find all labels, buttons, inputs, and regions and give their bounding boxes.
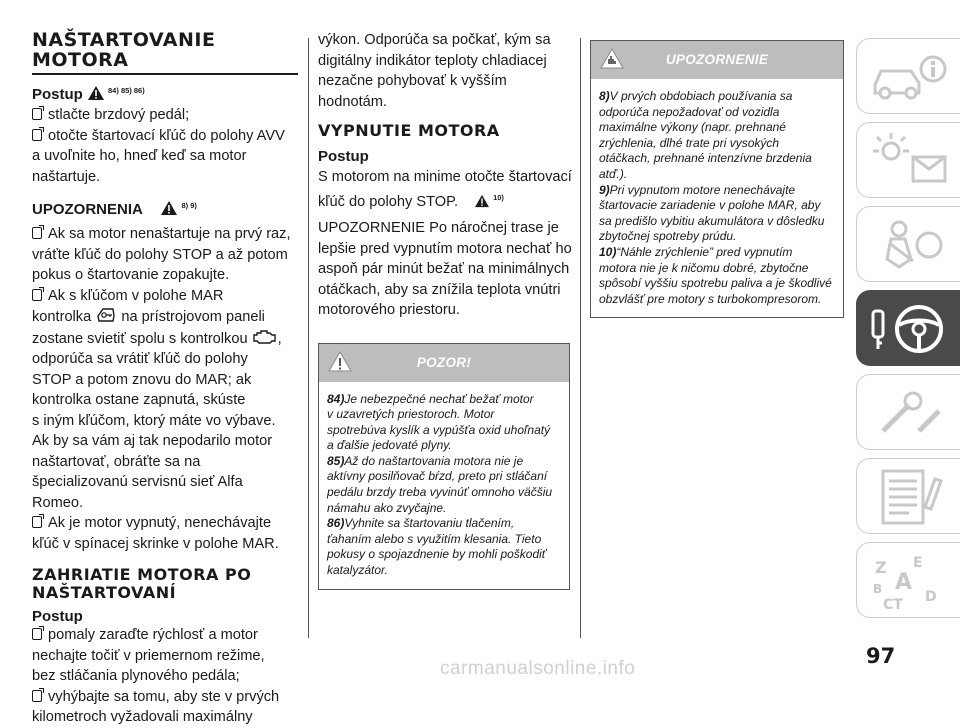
paragraph-vypnutie [318, 167, 570, 212]
column-2 [318, 30, 570, 590]
car-warning-lights-icon [869, 131, 953, 191]
tab-maintenance[interactable] [856, 458, 960, 534]
postup-label: Postup [32, 86, 83, 103]
text-line: zbytočnej spotreby prúdu. [599, 229, 737, 244]
text-line: UPOZORNENIE Po náročnej trase je [318, 220, 559, 236]
text-line: výkon. Odporúča sa počkať, kým sa [318, 32, 551, 48]
warning-item [599, 89, 835, 183]
postup2-subheading: Postup [32, 608, 83, 625]
bullet-icon [32, 108, 42, 120]
text-line: Ak by sa vám aj tak nepodarilo motor [32, 433, 273, 449]
svg-text:CT: CT [883, 597, 903, 613]
alphabet-index-icon [869, 551, 953, 611]
text-line [32, 328, 298, 350]
bullet-icon [32, 227, 42, 239]
bullet-icon [32, 129, 42, 141]
svg-text:D: D [925, 589, 937, 605]
list-item [32, 513, 298, 534]
text-line: odporúča sa vrátiť kľúč do polohy [32, 351, 248, 367]
text: zostane svietiť spolu s kontrolkou [32, 330, 248, 347]
warning-box-body [591, 79, 843, 317]
svg-text:B: B [873, 582, 883, 596]
text-line: pokusy o spojazdnenie by mohli poškodiť [327, 547, 547, 562]
warning-item [327, 392, 561, 454]
text-line: motorového priestoru. [318, 302, 460, 318]
text: na prístrojovom paneli [121, 309, 265, 325]
upozornenia-label: UPOZORNENIA [32, 201, 143, 218]
paragraph-zahriatie [32, 625, 298, 728]
text-line: maximálne výkony (napr. prehnané [599, 120, 786, 135]
list-item [32, 224, 298, 245]
text: otočte štartovací kľúč do polohy AVV [48, 127, 285, 144]
text: Je nebezpečné nechať bežať motor [344, 391, 534, 406]
chapter-tabs [856, 38, 960, 628]
column-3 [590, 40, 844, 318]
tab-car-info[interactable] [856, 38, 960, 114]
item-number: 9) [599, 182, 610, 197]
text-line: hodnotám. [318, 93, 387, 110]
text: vyhýbajte sa tomu, aby ste v prvých [48, 688, 280, 705]
list-item [32, 105, 298, 126]
page-number: 97 [866, 644, 896, 668]
bullet-icon [32, 690, 42, 702]
column-divider [580, 38, 581, 638]
heading-zahriatie [32, 566, 298, 602]
warning-item [599, 245, 835, 307]
text-line: obzvlášť pre motory s turbokompresorom. [599, 291, 822, 306]
paragraph-upozornenie [318, 218, 570, 321]
footnote-refs: 10) [493, 192, 504, 202]
heading-vypnutie: VYPNUTIE MOTORA [318, 121, 500, 140]
text: stlačte brzdový pedál; [48, 107, 190, 123]
paragraph-startovanie [32, 105, 298, 187]
text-line: špecializovanú servisnú sieť Alfa [32, 474, 243, 490]
text-line: motora nie je k ničomu dobré, zbytočne [599, 260, 809, 275]
warning-box-title: POZOR! [416, 354, 472, 370]
text-line [318, 188, 570, 213]
text-line: nechajte točiť v priemernom režime, [32, 647, 265, 664]
warning-box-pozor [318, 343, 570, 590]
engine-warning-light-icon [252, 328, 278, 346]
text-line: otáčkach, prehnané intenzívne brzdenia [599, 151, 812, 166]
text-line [32, 306, 298, 328]
footnote-refs: 84) 85) 86) [108, 86, 145, 95]
item-number: 85) [327, 453, 345, 468]
text: “Náhle zrýchlenie” pred vypnutím [616, 244, 793, 259]
text: Vyhnite sa štartovaniu tlačením, [344, 516, 515, 531]
text: pomaly zaraďte rýchlosť a motor [48, 627, 258, 643]
text-line: digitálny indikátor teploty chladiacej [318, 52, 547, 69]
text-line: námahu ako zvyčajne. [327, 500, 447, 515]
tab-safety[interactable] [856, 206, 960, 282]
postup-subheading [32, 80, 298, 105]
warning-triangle-icon [160, 200, 178, 216]
text: Pri vypnutom motore nenechávajte [609, 182, 796, 197]
bullet-icon [32, 516, 42, 528]
text-line: lepšie pred vypnutím motora nechať ho [318, 240, 572, 257]
text-line: bez stláčania plynového pedála; [32, 668, 240, 684]
upozornenia-subheading [32, 195, 298, 220]
text-line [327, 454, 561, 470]
text-line: odporúča nepožadovať od vozidla [599, 104, 780, 119]
car-info-icon [869, 47, 953, 107]
text-line: Romeo. [32, 494, 84, 511]
paragraph-upozornenia [32, 224, 298, 554]
text: Ak sa motor nenaštartuje na prvý raz, [48, 226, 291, 242]
text-line: S motorom na minime otočte štartovací [318, 169, 572, 185]
text-line: sa predišlo vybitiu akumulátora v dôsledku [599, 213, 825, 228]
tab-warning-lights[interactable] [856, 122, 960, 198]
text-line: aktívny posilňovač bŕzd, preto pri stláčaní [327, 469, 548, 484]
footnote-refs: 8) 9) [181, 201, 197, 210]
text-line: zrýchlenia, dlhé trate pri vysokých [599, 135, 780, 150]
text-line [327, 516, 561, 532]
item-number: 86) [327, 516, 345, 531]
item-number: 10) [599, 244, 617, 259]
key-warning-light-icon [95, 306, 117, 324]
warning-box-title: UPOZORNENIE [665, 52, 769, 67]
column-1 [32, 30, 298, 728]
warning-box-header [319, 344, 569, 382]
tools-icon [869, 383, 953, 443]
text-line: vráťte kľúč do polohy STOP a až potom [32, 246, 288, 263]
warning-item [327, 454, 561, 516]
text-line: katalyzátor. [327, 563, 388, 578]
text-line: pokus o štartovanie zopakujte. [32, 267, 230, 283]
paragraph-continued [318, 30, 570, 112]
text: V prvých obdobiach používania sa [609, 89, 793, 103]
tab-emergency[interactable] [856, 374, 960, 450]
text-line: s iným kľúčom, ktorý máte vo výbave. [32, 412, 276, 429]
bullet-icon [32, 628, 42, 640]
warning-box-body [319, 382, 569, 589]
warning-item [327, 516, 561, 578]
checklist-icon [869, 467, 953, 527]
bullet-icon [32, 289, 42, 301]
list-item [32, 286, 298, 307]
warning-triangle-icon [87, 85, 105, 101]
warning-item [599, 183, 835, 245]
text-line: kontrolka ostane zapnutá, skúste [32, 392, 246, 408]
text-line: spôsobí vyššiu spotrebu paliva a je škodlivé [599, 276, 832, 291]
text-line: štartovacie zariadenie v polohe MAR, aby [599, 198, 821, 213]
postup3-subheading: Postup [318, 148, 369, 165]
text-line [599, 245, 835, 261]
text: kľúč do polohy STOP. [318, 193, 459, 210]
text: Až do naštartovania motora nie je [344, 453, 524, 468]
heading-line: MOTORA [32, 49, 129, 71]
text-line: otáčkach, aby sa znížila teplota vnútri [318, 281, 561, 298]
list-item [32, 687, 298, 708]
svg-text:Z: Z [875, 558, 887, 577]
warning-box-upozornenie [590, 40, 844, 318]
column-divider [308, 38, 309, 638]
text-line: pedálu brzdy treba vyvinúť omnoho väčšiu [327, 485, 553, 500]
watermark: carmanualsonline.info [440, 658, 636, 679]
text: Ak je motor vypnutý, nenechávajte [48, 515, 272, 531]
text-line [327, 392, 561, 408]
text-line: atď.). [599, 166, 628, 181]
text-line: kilometroch vyžadovali maximálny [32, 709, 253, 725]
text-line: spotrebúva kyslík a vypúšťa oxid uhoľnatý [327, 422, 551, 437]
warning-box-header [591, 41, 843, 79]
text-line: a ďalšie jedovaté plyny. [327, 438, 452, 453]
tab-starting-driving[interactable] [856, 290, 960, 366]
text-line: ťahaním alebo s využitím klesania. Tieto [327, 531, 542, 546]
svg-text:A: A [895, 570, 913, 595]
list-item [32, 625, 298, 646]
text-line: STOP a potom znovu do MAR; ak [32, 371, 252, 388]
text-line: naštartuje. [32, 168, 101, 185]
text-line: aspoň pár minút bežať na minimálnych [318, 261, 570, 277]
heading-startovanie [32, 30, 298, 70]
heading-rule [32, 73, 298, 75]
svg-text:E: E [913, 555, 923, 571]
text: , [277, 330, 282, 347]
text-line [599, 183, 835, 199]
text-line: nezačne pohybovať k vyšším [318, 73, 507, 89]
item-number: 84) [327, 391, 345, 406]
heading-line: NAŠTARTOVANIE [32, 29, 216, 51]
list-item [32, 126, 298, 147]
text-line: kľúč v spínacej skrinke v polohe MAR. [32, 535, 279, 552]
tab-index[interactable] [856, 542, 960, 618]
text: Ak s kľúčom v polohe MAR [48, 287, 224, 304]
text: kontrolka [32, 309, 92, 325]
text-line [599, 89, 835, 105]
text-line: naštartovať, obráťte sa na [32, 453, 201, 470]
heading-line: NAŠTARTOVANÍ [32, 583, 177, 602]
steering-key-icon [869, 299, 953, 361]
warning-triangle-icon [474, 194, 490, 208]
airbag-seat-icon [869, 215, 953, 275]
text-line: a uvoľnite ho, hneď keď sa motor [32, 148, 247, 164]
text-line: v uzavretých priestoroch. Motor [327, 407, 495, 422]
item-number: 8) [599, 89, 610, 103]
heading-line: ZAHRIATIE MOTORA PO [32, 565, 252, 584]
